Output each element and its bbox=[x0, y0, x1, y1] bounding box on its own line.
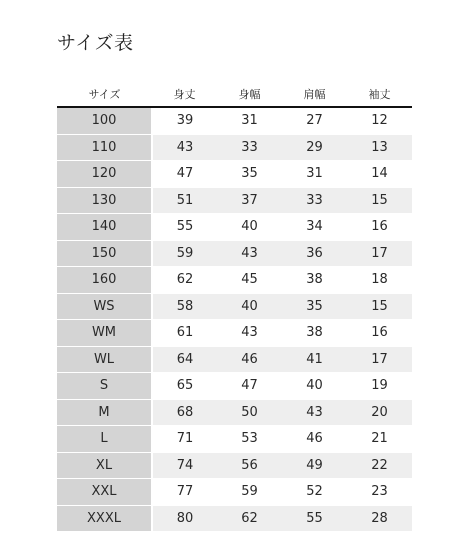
sleeve-length-cell: 28 bbox=[347, 505, 412, 532]
shoulder-width-cell: 29 bbox=[282, 134, 347, 161]
table-row bbox=[57, 107, 412, 134]
sleeve-length-cell: 12 bbox=[347, 107, 412, 134]
body-width-cell: 37 bbox=[217, 187, 282, 214]
body-width-cell: 40 bbox=[217, 214, 282, 241]
sleeve-length-cell: 19 bbox=[347, 373, 412, 400]
size-cell: XL bbox=[57, 452, 152, 479]
size-cell: 150 bbox=[57, 240, 152, 267]
table-row bbox=[57, 267, 412, 294]
body-width-cell: 35 bbox=[217, 161, 282, 188]
size-cell: 140 bbox=[57, 214, 152, 241]
table-row bbox=[57, 134, 412, 161]
size-cell: L bbox=[57, 426, 152, 453]
body-length-cell: 47 bbox=[152, 161, 217, 188]
body-width-cell: 59 bbox=[217, 479, 282, 506]
size-cell: 110 bbox=[57, 134, 152, 161]
table-row bbox=[57, 399, 412, 426]
body-width-cell: 46 bbox=[217, 346, 282, 373]
body-length-cell: 59 bbox=[152, 240, 217, 267]
table-row bbox=[57, 479, 412, 506]
table-body bbox=[57, 107, 412, 532]
shoulder-width-cell: 31 bbox=[282, 161, 347, 188]
header-shoulder-width: 肩幅 bbox=[282, 82, 347, 107]
sleeve-length-cell: 17 bbox=[347, 346, 412, 373]
shoulder-width-cell: 35 bbox=[282, 293, 347, 320]
table-row bbox=[57, 346, 412, 373]
body-width-cell: 43 bbox=[217, 240, 282, 267]
body-length-cell: 58 bbox=[152, 293, 217, 320]
sleeve-length-cell: 22 bbox=[347, 452, 412, 479]
size-cell: WS bbox=[57, 293, 152, 320]
header-body-width: 身幅 bbox=[217, 82, 282, 107]
body-length-cell: 65 bbox=[152, 373, 217, 400]
shoulder-width-cell: 41 bbox=[282, 346, 347, 373]
sleeve-length-cell: 16 bbox=[347, 320, 412, 347]
shoulder-width-cell: 33 bbox=[282, 187, 347, 214]
sleeve-length-cell: 16 bbox=[347, 214, 412, 241]
body-length-cell: 68 bbox=[152, 399, 217, 426]
size-cell: XXL bbox=[57, 479, 152, 506]
table-row bbox=[57, 187, 412, 214]
size-cell: 120 bbox=[57, 161, 152, 188]
body-length-cell: 80 bbox=[152, 505, 217, 532]
header-sleeve-length: 袖丈 bbox=[347, 82, 412, 107]
table-row bbox=[57, 161, 412, 188]
size-cell: XXXL bbox=[57, 505, 152, 532]
table-row bbox=[57, 293, 412, 320]
sleeve-length-cell: 23 bbox=[347, 479, 412, 506]
shoulder-width-cell: 38 bbox=[282, 267, 347, 294]
body-length-cell: 39 bbox=[152, 107, 217, 134]
shoulder-width-cell: 38 bbox=[282, 320, 347, 347]
body-length-cell: 51 bbox=[152, 187, 217, 214]
header-body-length: 身丈 bbox=[152, 82, 217, 107]
size-cell: 100 bbox=[57, 107, 152, 134]
shoulder-width-cell: 27 bbox=[282, 107, 347, 134]
body-width-cell: 45 bbox=[217, 267, 282, 294]
body-width-cell: 40 bbox=[217, 293, 282, 320]
body-width-cell: 47 bbox=[217, 373, 282, 400]
body-length-cell: 74 bbox=[152, 452, 217, 479]
table-row bbox=[57, 373, 412, 400]
table-row bbox=[57, 240, 412, 267]
header-size: サイズ bbox=[57, 82, 152, 107]
body-width-cell: 43 bbox=[217, 320, 282, 347]
size-cell: 160 bbox=[57, 267, 152, 294]
sleeve-length-cell: 13 bbox=[347, 134, 412, 161]
body-length-cell: 64 bbox=[152, 346, 217, 373]
shoulder-width-cell: 52 bbox=[282, 479, 347, 506]
shoulder-width-cell: 46 bbox=[282, 426, 347, 453]
size-cell: S bbox=[57, 373, 152, 400]
body-length-cell: 43 bbox=[152, 134, 217, 161]
sleeve-length-cell: 21 bbox=[347, 426, 412, 453]
size-cell: 130 bbox=[57, 187, 152, 214]
table-row bbox=[57, 505, 412, 532]
shoulder-width-cell: 40 bbox=[282, 373, 347, 400]
body-length-cell: 55 bbox=[152, 214, 217, 241]
table-row bbox=[57, 452, 412, 479]
page-title: サイズ表 bbox=[57, 32, 134, 54]
size-cell: M bbox=[57, 399, 152, 426]
shoulder-width-cell: 55 bbox=[282, 505, 347, 532]
shoulder-width-cell: 36 bbox=[282, 240, 347, 267]
table-row bbox=[57, 214, 412, 241]
size-cell: WM bbox=[57, 320, 152, 347]
sleeve-length-cell: 17 bbox=[347, 240, 412, 267]
body-length-cell: 62 bbox=[152, 267, 217, 294]
size-table bbox=[57, 82, 412, 532]
body-width-cell: 56 bbox=[217, 452, 282, 479]
size-cell: WL bbox=[57, 346, 152, 373]
sleeve-length-cell: 15 bbox=[347, 187, 412, 214]
sleeve-length-cell: 20 bbox=[347, 399, 412, 426]
body-width-cell: 53 bbox=[217, 426, 282, 453]
body-length-cell: 71 bbox=[152, 426, 217, 453]
sleeve-length-cell: 14 bbox=[347, 161, 412, 188]
body-length-cell: 61 bbox=[152, 320, 217, 347]
body-length-cell: 77 bbox=[152, 479, 217, 506]
body-width-cell: 62 bbox=[217, 505, 282, 532]
shoulder-width-cell: 49 bbox=[282, 452, 347, 479]
table-header-row bbox=[57, 82, 412, 107]
body-width-cell: 50 bbox=[217, 399, 282, 426]
shoulder-width-cell: 43 bbox=[282, 399, 347, 426]
body-width-cell: 31 bbox=[217, 107, 282, 134]
table-row bbox=[57, 320, 412, 347]
sleeve-length-cell: 15 bbox=[347, 293, 412, 320]
shoulder-width-cell: 34 bbox=[282, 214, 347, 241]
body-width-cell: 33 bbox=[217, 134, 282, 161]
sleeve-length-cell: 18 bbox=[347, 267, 412, 294]
table-row bbox=[57, 426, 412, 453]
